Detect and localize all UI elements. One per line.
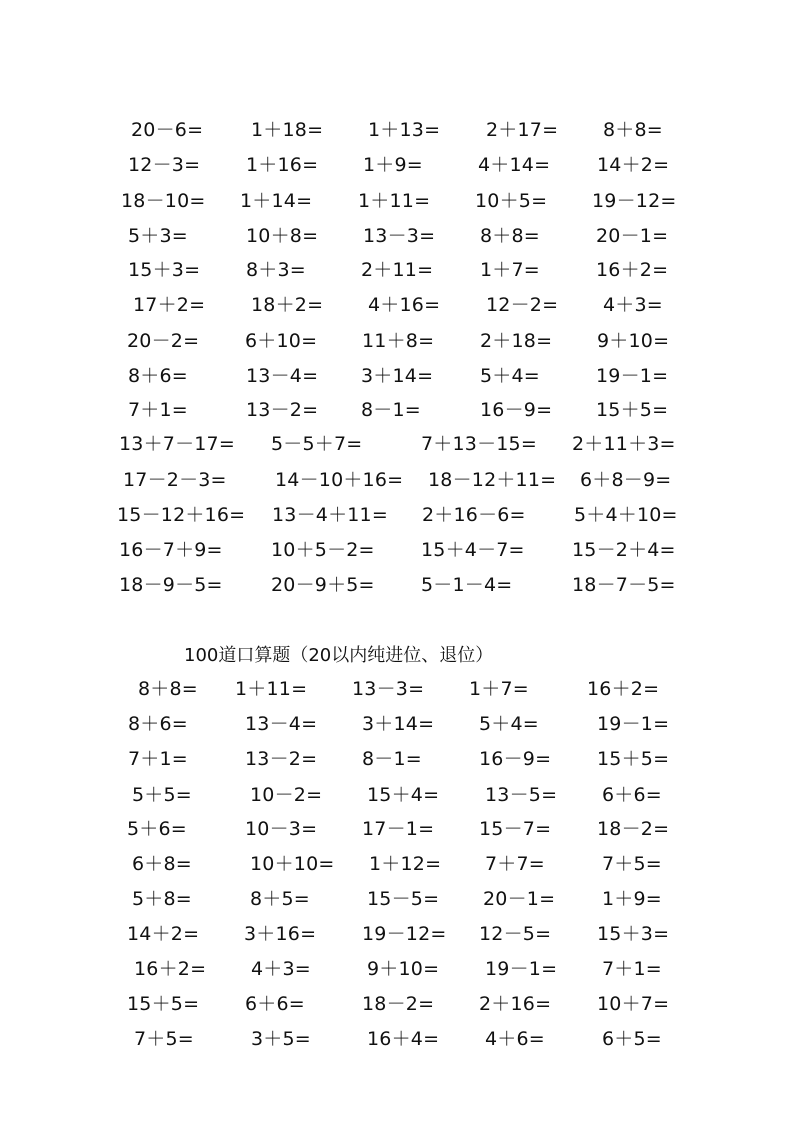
arithmetic-problem: 20－1= — [596, 225, 669, 247]
arithmetic-problem: 16＋4= — [367, 1028, 440, 1050]
arithmetic-problem: 3＋14= — [361, 365, 434, 387]
arithmetic-problem: 15＋3= — [128, 259, 201, 281]
arithmetic-problem: 13－2= — [245, 748, 318, 770]
arithmetic-problem: 6＋8－9= — [580, 469, 672, 491]
arithmetic-problem: 20－6= — [131, 119, 204, 141]
arithmetic-problem: 15＋5= — [597, 748, 670, 770]
arithmetic-problem: 13－2= — [246, 399, 319, 421]
arithmetic-problem: 1＋18= — [251, 119, 324, 141]
arithmetic-problem: 18－12＋11= — [428, 469, 557, 491]
arithmetic-problem: 10－3= — [245, 818, 318, 840]
arithmetic-problem: 10＋5－2= — [271, 539, 375, 561]
arithmetic-problem: 1＋14= — [240, 190, 313, 212]
arithmetic-problem: 15－5= — [367, 888, 440, 910]
arithmetic-problem: 19－12= — [592, 190, 677, 212]
arithmetic-problem: 1＋11= — [358, 190, 431, 212]
arithmetic-problem: 8－1= — [362, 748, 422, 770]
arithmetic-problem: 18＋2= — [251, 294, 324, 316]
arithmetic-problem: 1＋9= — [363, 154, 423, 176]
arithmetic-problem: 2＋18= — [480, 330, 553, 352]
arithmetic-problem: 17－1= — [362, 818, 435, 840]
arithmetic-problem: 15－7= — [479, 818, 552, 840]
arithmetic-problem: 7＋5= — [134, 1028, 194, 1050]
arithmetic-problem: 1＋13= — [368, 119, 441, 141]
arithmetic-problem: 3＋16= — [244, 923, 317, 945]
arithmetic-problem: 5－5＋7= — [271, 433, 363, 455]
arithmetic-problem: 3＋5= — [251, 1028, 311, 1050]
arithmetic-problem: 15＋5= — [596, 399, 669, 421]
arithmetic-problem: 15＋4－7= — [421, 539, 525, 561]
arithmetic-problem: 2＋16－6= — [422, 504, 526, 526]
arithmetic-problem: 4＋6= — [485, 1028, 545, 1050]
arithmetic-problem: 16－9= — [479, 748, 552, 770]
arithmetic-problem: 18－9－5= — [119, 574, 223, 596]
arithmetic-problem: 5＋4= — [480, 365, 540, 387]
arithmetic-problem: 15＋3= — [597, 923, 670, 945]
arithmetic-problem: 13＋7－17= — [119, 433, 235, 455]
arithmetic-problem: 2＋17= — [486, 119, 559, 141]
arithmetic-problem: 20－9＋5= — [271, 574, 375, 596]
arithmetic-problem: 7＋1= — [602, 958, 662, 980]
arithmetic-problem: 5＋4＋10= — [574, 504, 678, 526]
arithmetic-problem: 15－12＋16= — [117, 504, 246, 526]
arithmetic-problem: 14＋2= — [127, 923, 200, 945]
arithmetic-problem: 5－1－4= — [421, 574, 513, 596]
arithmetic-problem: 8＋5= — [250, 888, 310, 910]
arithmetic-problem: 8－1= — [361, 399, 421, 421]
arithmetic-problem: 4＋14= — [478, 154, 551, 176]
arithmetic-problem: 10＋5= — [475, 190, 548, 212]
arithmetic-problem: 5＋8= — [132, 888, 192, 910]
arithmetic-problem: 18－2= — [362, 993, 435, 1015]
arithmetic-problem: 6＋10= — [245, 330, 318, 352]
arithmetic-problem: 13－4= — [246, 365, 319, 387]
arithmetic-problem: 20－2= — [127, 330, 200, 352]
arithmetic-problem: 14－10＋16= — [275, 469, 404, 491]
arithmetic-problem: 10＋7= — [597, 993, 670, 1015]
arithmetic-problem: 12－3= — [128, 154, 201, 176]
arithmetic-problem: 2＋11= — [361, 259, 434, 281]
arithmetic-problem: 8＋8= — [138, 678, 198, 700]
arithmetic-problem: 5＋5= — [132, 784, 192, 806]
arithmetic-problem: 6＋5= — [602, 1028, 662, 1050]
arithmetic-problem: 15－2＋4= — [572, 539, 676, 561]
arithmetic-problem: 5＋4= — [479, 713, 539, 735]
arithmetic-problem: 11＋8= — [362, 330, 435, 352]
arithmetic-problem: 20－1= — [483, 888, 556, 910]
arithmetic-problem: 19－1= — [597, 713, 670, 735]
arithmetic-problem: 6＋8= — [132, 853, 192, 875]
arithmetic-problem: 1＋9= — [602, 888, 662, 910]
arithmetic-problem: 18－2= — [597, 818, 670, 840]
arithmetic-problem: 13－3= — [352, 678, 425, 700]
arithmetic-problem: 16－7＋9= — [119, 539, 223, 561]
arithmetic-problem: 10＋10= — [250, 853, 335, 875]
arithmetic-problem: 17－2－3= — [123, 469, 227, 491]
arithmetic-problem: 8＋8= — [603, 119, 663, 141]
arithmetic-problem: 14＋2= — [597, 154, 670, 176]
arithmetic-problem: 19－1= — [485, 958, 558, 980]
arithmetic-problem: 13－4= — [245, 713, 318, 735]
arithmetic-problem: 12－2= — [486, 294, 559, 316]
arithmetic-problem: 10－2= — [250, 784, 323, 806]
arithmetic-problem: 18－7－5= — [572, 574, 676, 596]
arithmetic-problem: 12－5= — [479, 923, 552, 945]
arithmetic-problem: 10＋8= — [246, 225, 319, 247]
arithmetic-problem: 13－3= — [363, 225, 436, 247]
arithmetic-problem: 7＋13－15= — [421, 433, 537, 455]
arithmetic-problem: 1＋12= — [369, 853, 442, 875]
arithmetic-problem: 13－5= — [485, 784, 558, 806]
arithmetic-problem: 6＋6= — [245, 993, 305, 1015]
arithmetic-problem: 5＋3= — [128, 225, 188, 247]
arithmetic-problem: 4＋3= — [603, 294, 663, 316]
arithmetic-problem: 1＋7= — [480, 259, 540, 281]
arithmetic-problem: 5＋6= — [127, 818, 187, 840]
arithmetic-problem: 1＋16= — [246, 154, 319, 176]
arithmetic-problem: 1＋7= — [469, 678, 529, 700]
arithmetic-problem: 8＋6= — [128, 365, 188, 387]
arithmetic-problem: 8＋3= — [246, 259, 306, 281]
arithmetic-problem: 16－9= — [480, 399, 553, 421]
section-heading: 100道口算题（20以内纯进位、退位） — [184, 645, 494, 666]
arithmetic-problem: 8＋8= — [480, 225, 540, 247]
arithmetic-problem: 19－12= — [362, 923, 447, 945]
arithmetic-problem: 15＋4= — [367, 784, 440, 806]
arithmetic-problem: 6＋6= — [602, 784, 662, 806]
arithmetic-problem: 7＋1= — [128, 748, 188, 770]
arithmetic-problem: 16＋2= — [596, 259, 669, 281]
arithmetic-problem: 9＋10= — [597, 330, 670, 352]
arithmetic-problem: 8＋6= — [128, 713, 188, 735]
arithmetic-problem: 13－4＋11= — [272, 504, 388, 526]
arithmetic-problem: 2＋16= — [479, 993, 552, 1015]
arithmetic-problem: 18－10= — [121, 190, 206, 212]
arithmetic-problem: 7＋5= — [602, 853, 662, 875]
arithmetic-problem: 1＋11= — [235, 678, 308, 700]
arithmetic-problem: 2＋11＋3= — [572, 433, 676, 455]
arithmetic-problem: 7＋7= — [485, 853, 545, 875]
arithmetic-problem: 9＋10= — [367, 958, 440, 980]
arithmetic-problem: 16＋2= — [587, 678, 660, 700]
arithmetic-problem: 15＋5= — [127, 993, 200, 1015]
arithmetic-problem: 3＋14= — [362, 713, 435, 735]
arithmetic-problem: 7＋1= — [128, 399, 188, 421]
arithmetic-problem: 4＋16= — [368, 294, 441, 316]
arithmetic-problem: 17＋2= — [133, 294, 206, 316]
arithmetic-problem: 16＋2= — [134, 958, 207, 980]
arithmetic-problem: 4＋3= — [251, 958, 311, 980]
arithmetic-problem: 19－1= — [596, 365, 669, 387]
